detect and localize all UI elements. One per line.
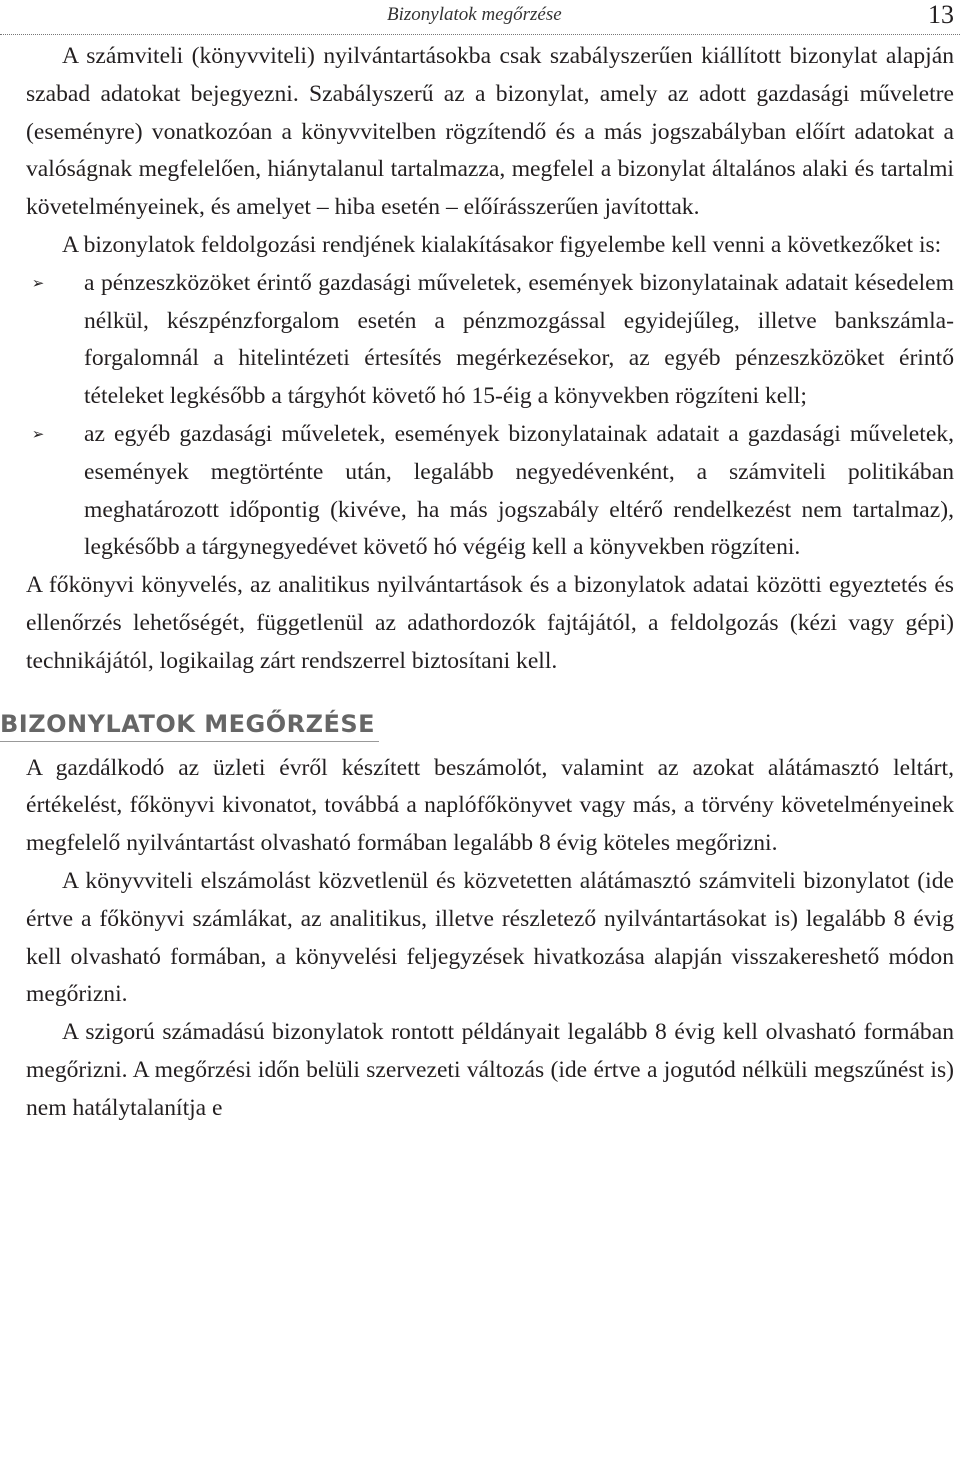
page-number: 13 [928,0,954,29]
bullet-list [26,265,954,567]
paragraph-processing-order: A bizonylatok feldolgozási rendjének kialakításakor figyelembe kell venni a következőket is: [62,231,942,258]
paragraph-retention-documents: A könyvviteli elszámolást közvetlenül és közvetetten alátámasztó számviteli bizonylatot (ide értve a főkönyvi számlákat, az analitikus, illetve részletező nyilvántartásokat is) legalább 8 évig kell olvasható formában, a könyvelési feljegyzések hivatkozása alapján visszakereshető módon megőrizni. [26,867,954,1008]
paragraph-valid-documents: A számviteli (könyvviteli) nyilvántartásokba csak szabályszerűen kiállított bizonylat alapján szabad adatokat bejegyezni. Szabályszerű az a bizonylat, amely az adott gazdasági műveletre (eseményre) vonatkozóan a könyvvitelben rögzítendő és a más jogszabályban előírt adatokat a valóságnak megfelelően, hiánytalanul tartalmazza, megfelel a bizonylat általános alaki és tartalmi követelményeinek, és amelyet – hiba esetén – előírásszerűen javítottak. [26,43,954,221]
list-item [31,265,954,416]
page-body [0,38,954,1128]
arrow-bullet-icon: ➢ [31,424,45,443]
running-title: Bizonylatok megőrzése [387,4,562,25]
list-item-text: a pénzeszközöket érintő gazdasági műveletek, események bizonylatainak adatait késedelem nélkül, készpénzforgalom esetén a pénzmozgással egyidejűleg, illetve bankszámla-forgalomnál a hitelintézeti értesítés megérkezésekor, az egyéb pénzeszközöket érintő tételeket legkésőbb a tárgyhót követő hó 15-éig a könyvekben rögzíteni kell; [84,269,954,410]
paragraph-retention-report: A gazdálkodó az üzleti évről készített beszámolót, valamint az azokat alátámasztó leltárt, értékelést, főkönyvi kivonatot, továbbá a naplófőkönyvet vagy más, a törvény követelményeinek megfelelő nyilvántartást olvasható formában legalább 8 évig köteles megőrizni. [26,754,954,857]
paragraph-strict-documents: A szigorú számadású bizonylatok rontott példányait legalább 8 évig kell olvasható formában megőrizni. A megőrzési időn belüli szervezeti változás (ide értve a jogutód nélküli megszűnést is) nem hatálytalanítja e [26,1019,954,1121]
paragraph-reconciliation: A főkönyvi könyvelés, az analitikus nyilvántartások és a bizonylatok adatai közötti egyeztetés és ellenőrzés lehetőségét, függetlenül az adathordozók fajtájától, a feldolgozás (kézi vagy gépi) technikájától, logikailag zárt rendszerrel biztosítani kell. [26,572,954,674]
list-item-text: az egyéb gazdasági műveletek, események bizonylatainak adatait a gazdasági műveletek, események megtörténte után, legalább negyedévenként, a számviteli politikában meghatározott időpontig (kivéve, ha más jogszabály eltérő rendelkezést nem tartalmaz), legkésőbb a tárgynegyedévet követő hó végéig kell a könyvekben rögzíteni. [84,420,954,561]
list-item [31,416,954,567]
section-heading: BIZONYLATOK MEGŐRZÉSE [0,707,379,742]
running-header [0,0,960,35]
arrow-bullet-icon: ➢ [31,273,45,292]
